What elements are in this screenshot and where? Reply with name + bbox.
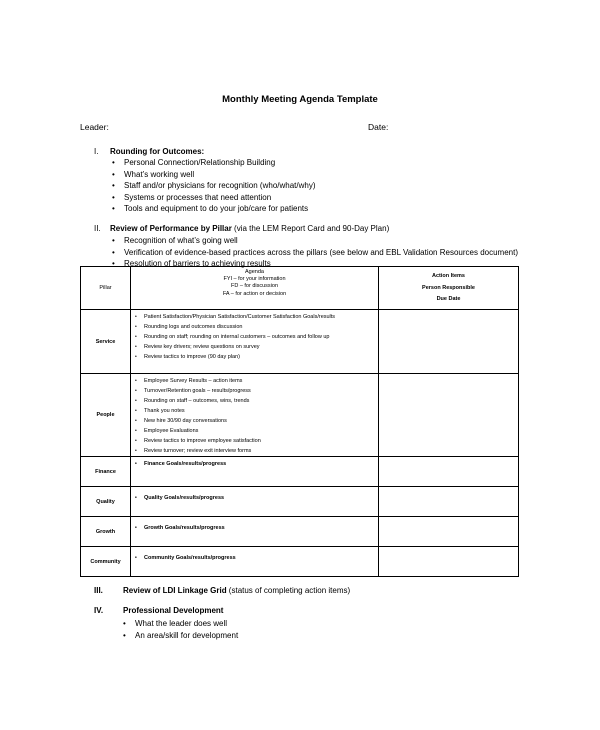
table-row — [81, 517, 519, 547]
bullet-icon: • — [112, 169, 115, 179]
leader-label: Leader: — [80, 122, 109, 132]
section-1-list — [112, 157, 316, 215]
list-item: • Turnover/Retention goals – results/progress — [135, 388, 251, 394]
list-item: • Thank you notes — [135, 408, 185, 414]
action-header-line: Person Responsible — [422, 284, 475, 291]
bullet-icon: • — [135, 438, 137, 444]
bullet-icon: • — [135, 344, 137, 350]
pillar-cell: Service — [81, 310, 131, 374]
list-item: • What’s working well — [112, 169, 195, 179]
list-item: • Review tactics to improve employee satisfaction — [135, 438, 261, 444]
agenda-cell — [131, 487, 379, 517]
bullet-icon: • — [112, 259, 115, 268]
action-cell — [379, 310, 519, 374]
table-header-row — [81, 267, 519, 310]
bullet-icon: • — [112, 158, 115, 167]
list-item: • Personal Connection/Relationship Building — [112, 158, 276, 167]
section-heading: Rounding for Outcomes: — [110, 147, 205, 156]
bullet-icon: • — [112, 204, 115, 213]
bullet-icon: • — [135, 495, 137, 501]
agenda-header-title: Agenda — [245, 269, 264, 275]
list-item: • Quality Goals/results/progress — [135, 495, 225, 501]
pillar-header: Pillar — [81, 267, 131, 310]
agenda-cell — [131, 547, 379, 577]
list-item: • What the leader does well — [123, 619, 228, 628]
list-item: • Rounding on staff – outcomes, wins, trends — [135, 398, 250, 404]
list-item: • Review key drivers; review questions on survey — [135, 344, 260, 350]
section-number: III. — [94, 586, 103, 595]
list-item: • Tools and equipment to do your job/care for patients — [112, 204, 309, 213]
table-row — [81, 457, 519, 487]
agenda-cell — [131, 374, 379, 457]
bullet-icon: • — [135, 314, 137, 320]
agenda-cell — [131, 457, 379, 487]
list-item: • Verification of evidence-based practices across the pillars (see below and EBL Validation Resources document) — [112, 247, 518, 257]
list-item: • Employee Survey Results – action items — [135, 378, 243, 384]
section-heading-line: Review of Performance by Pillar (via the LEM Report Card and 90-Day Plan) — [110, 224, 390, 233]
bullet-icon: • — [112, 247, 115, 257]
agenda-legend-line: FD – for discussion — [230, 283, 279, 290]
section-number: IV. — [94, 606, 104, 615]
list-item: • Rounding logs and outcomes discussion — [135, 324, 243, 330]
pillar-cell: Finance — [81, 457, 131, 487]
bullet-icon: • — [112, 192, 115, 202]
pillar-cell: Community — [81, 547, 131, 577]
bullet-icon: • — [135, 428, 137, 434]
bullet-icon: • — [112, 181, 115, 190]
bullet-icon: • — [135, 398, 137, 404]
bullet-icon: • — [123, 630, 126, 640]
bullet-icon: • — [135, 448, 137, 454]
action-cell — [379, 517, 519, 547]
agenda-cell — [131, 310, 379, 374]
action-cell — [379, 457, 519, 487]
section-heading-line: Review of LDI Linkage Grid (status of completing action items) — [123, 586, 351, 595]
bullet-icon: • — [135, 334, 137, 340]
list-item: • Review turnover; review exit interview forms — [135, 448, 252, 454]
bullet-icon: • — [112, 236, 115, 245]
list-item: • Growth Goals/results/progress — [135, 525, 225, 531]
bullet-icon: • — [135, 388, 137, 394]
bullet-icon: • — [135, 378, 137, 384]
table-row — [81, 310, 519, 374]
list-item: • Staff and/or physicians for recognition (who/what/why) — [112, 181, 316, 190]
action-cell — [379, 547, 519, 577]
section-2-list — [112, 235, 518, 270]
list-item: • Patient Satisfaction/Physician Satisfaction/Customer Satisfaction Goals/results — [135, 314, 336, 320]
list-item: • Rounding on staff; rounding on internal customers – outcomes and follow up — [135, 334, 330, 340]
list-item: • Resolution of barriers to achieving results — [112, 259, 271, 268]
table-row — [81, 487, 519, 517]
agenda-header — [131, 267, 379, 310]
bullet-icon: • — [135, 461, 137, 467]
section-heading: Professional Development — [123, 606, 224, 615]
list-item: • Finance Goals/results/progress — [135, 461, 227, 467]
date-label: Date: — [368, 122, 389, 132]
action-header — [379, 267, 519, 310]
action-header-line: Action Items — [431, 273, 465, 279]
table-row — [81, 547, 519, 577]
bullet-icon: • — [135, 354, 137, 360]
action-header-line: Due Date — [436, 296, 461, 302]
pillar-agenda-table — [80, 266, 519, 577]
list-item: • New hire 30/90 day conversations — [135, 418, 227, 424]
list-item: • An area/skill for development — [123, 630, 239, 640]
bullet-icon: • — [135, 408, 137, 414]
agenda-legend-line: FA – for action or decision — [222, 290, 287, 297]
bullet-icon: • — [135, 418, 137, 424]
pillar-cell: People — [81, 374, 131, 457]
action-cell — [379, 487, 519, 517]
section-4-list — [123, 618, 238, 641]
bullet-icon: • — [135, 555, 137, 561]
table-row — [81, 374, 519, 457]
list-item: • Systems or processes that need attention — [112, 192, 272, 202]
bullet-icon: • — [123, 619, 126, 628]
bullet-icon: • — [135, 324, 137, 330]
page-title: Monthly Meeting Agenda Template — [222, 94, 378, 105]
section-number: II. — [94, 224, 101, 233]
list-item: • Employee Evaluations — [135, 428, 199, 434]
pillar-cell: Quality — [81, 487, 131, 517]
pillar-cell: Growth — [81, 517, 131, 547]
agenda-legend-line: FYI – for your information — [223, 276, 286, 283]
action-cell — [379, 374, 519, 457]
list-item: • Recognition of what’s going well — [112, 236, 238, 245]
bullet-icon: • — [135, 525, 137, 531]
list-item: • Review tactics to improve (90 day plan) — [135, 354, 240, 360]
list-item: • Community Goals/results/progress — [135, 555, 236, 561]
agenda-cell — [131, 517, 379, 547]
section-number: I. — [94, 147, 99, 156]
